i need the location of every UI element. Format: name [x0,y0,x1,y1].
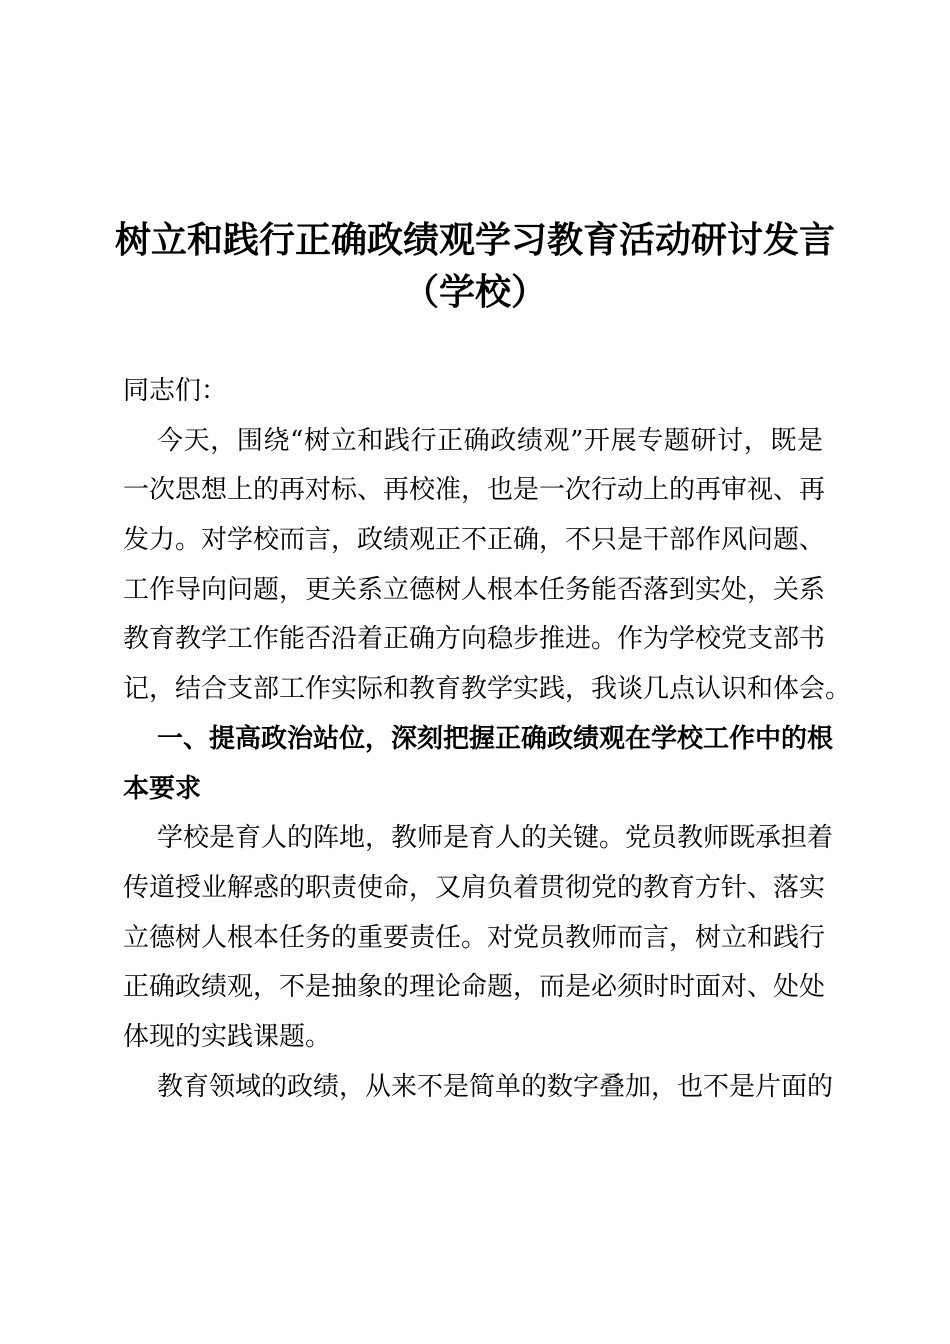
paragraph-line: 立德树人根本任务的重要责任。对党员教师而言，树立和践行 [123,922,826,953]
paragraph-line: 体现的实践课题。 [123,1021,332,1052]
paragraph-line: 传道授业解惑的职责使命，又肩负着贯彻党的教育方针、落实 [123,872,826,903]
paragraph-line: 学校是育人的阵地，教师是育人的关键。党员教师既承担着 [157,823,834,854]
paragraph-line: 正确政绩观，不是抽象的理论命题，而是必须时时面对、处处 [123,972,826,1003]
paragraph-line: 教育教学工作能否沿着正确方向稳步推进。作为学校党支部书 [123,624,826,655]
paragraph-line: 一次思想上的再对标、再校准，也是一次行动上的再审视、再 [123,475,826,506]
section-heading-1 [123,715,834,814]
document-subtitle: （学校） [402,271,547,313]
heading-line: 本要求 [123,773,202,804]
paragraph-intro [123,417,852,715]
document-title: 树立和践行正确政绩观学习教育活动研讨发言 [114,219,835,261]
paragraph-line: 今天，围绕“树立和践行正确政绩观”开展专题研讨，既是 [157,425,823,456]
heading-line: 一、提高政治站位，深刻把握正确政绩观在学校工作中的根 [157,723,834,754]
paragraph-teachers [123,814,834,1062]
document-body [123,367,852,1112]
paragraph-line: 教育领域的政绩，从来不是简单的数字叠加，也不是片面的 [157,1071,834,1102]
paragraph-line: 发力。对学校而言，政绩观正不正确，不只是干部作风问题、 [123,525,826,556]
salutation: 同志们： [123,376,228,406]
paragraph-line: 工作导向问题，更关系立德树人根本任务能否落到实处，关系 [123,574,826,605]
paragraph-education-achievements [123,1063,834,1113]
paragraph-line: 记，结合支部工作实际和教育教学实践，我谈几点认识和体会。 [123,674,852,705]
